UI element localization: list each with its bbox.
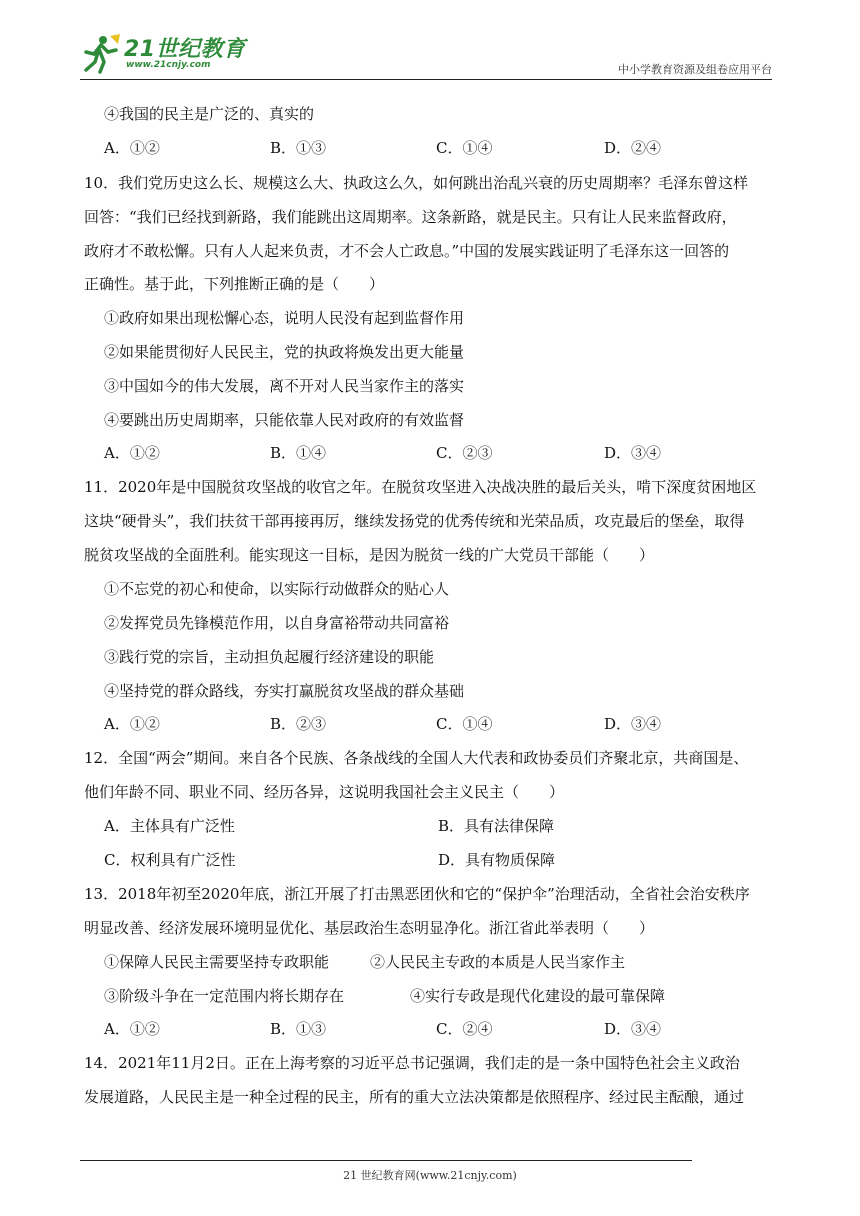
- q13-option-a: A．①②: [104, 1020, 160, 1038]
- q11-statement: ①不忘党的初心和使命，以实际行动做群众的贴心人: [104, 580, 450, 598]
- q9-option-c: C．①④: [436, 139, 493, 157]
- q13-stem-line: 13．2018年初至2020年底，浙江开展了打击黑恶团伙和它的“保护伞”治理活动，全省社会治安秩序: [84, 885, 750, 903]
- q13-statement: ③阶级斗争在一定范围内将长期存在: [104, 987, 345, 1005]
- q10-option-d: D．③④: [604, 444, 662, 462]
- q13-option-d: D．③④: [604, 1020, 662, 1038]
- q10-statement: ②如果能贯彻好人民民主，党的执政将焕发出更大能量: [104, 343, 465, 361]
- q11-stem-line: 脱贫攻坚战的全面胜利。能实现这一目标，是因为脱贫一线的广大党员干部能（ ）: [84, 546, 655, 564]
- q10-option-c: C．②③: [436, 444, 493, 462]
- q9-option-b: B．①③: [270, 139, 327, 157]
- logo-wordmark: 21世纪教育: [124, 37, 246, 62]
- q14-stem-line: 发展道路，人民民主是一种全过程的民主，所有的重大立法决策都是依照程序、经过民主酝酿，通过: [84, 1088, 745, 1106]
- q10-option-b: B．①④: [270, 444, 327, 462]
- q14-stem-line: 14．2021年11月2日。正在上海考察的习近平总书记强调，我们走的是一条中国特色社会主义政治: [84, 1054, 740, 1072]
- q12-option-a: A．主体具有广泛性: [104, 817, 235, 835]
- q11-statement: ③践行党的宗旨，主动担负起履行经济建设的职能: [104, 648, 435, 666]
- q12-option-c: C．权利具有广泛性: [104, 851, 236, 869]
- page-footer: 21 世纪教育网(www.21cnjy.com): [343, 1169, 517, 1182]
- q13-option-b: B．①③: [270, 1020, 327, 1038]
- q10-stem-line: 正确性。基于此，下列推断正确的是（ ）: [84, 275, 385, 293]
- footer-divider: [80, 1160, 692, 1161]
- runner-logo-icon: [80, 32, 124, 76]
- q9-option-d: D．②④: [604, 139, 662, 157]
- q11-option-b: B．②③: [270, 715, 327, 733]
- q10-stem-line: 政府才不敢松懈。只有人人起来负责，才不会人亡政息。”中国的发展实践证明了毛泽东这一回答的: [84, 242, 730, 260]
- q13-statement: ②人民民主专政的本质是人民当家作主: [370, 953, 626, 971]
- q13-stem-line: 明显改善、经济发展环境明显优化、基层政治生态明显净化。浙江省此举表明（ ）: [84, 919, 655, 937]
- site-logo: [80, 30, 250, 78]
- q11-stem-line: 11．2020年是中国脱贫攻坚战的收官之年。在脱贫攻坚进入决战决胜的最后关头，啃下深度贫困地区: [84, 478, 757, 496]
- q10-statement: ③中国如今的伟大发展，离不开对人民当家作主的落实: [104, 377, 465, 395]
- q13-statement: ④实行专政是现代化建设的最可靠保障: [410, 987, 666, 1005]
- q11-option-a: A．①②: [104, 715, 160, 733]
- q11-stem-line: 这块“硬骨头”，我们扶贫干部再接再厉，继续发扬党的优秀传统和光荣品质，攻克最后的堡垒，取得: [84, 512, 745, 530]
- logo-url: www.21cnjy.com: [126, 60, 211, 70]
- q9-option-a: A．①②: [104, 139, 160, 157]
- q10-stem-line: 回答：“我们已经找到新路，我们能跳出这周期率。这条新路，就是民主。只有让人民来监督政府，: [84, 208, 737, 226]
- q12-stem-line: 12．全国“两会”期间。来自各个民族、各条战线的全国人大代表和政协委员们齐聚北京，共商国是、: [84, 749, 749, 767]
- q10-statement: ④要跳出历史周期率，只能依靠人民对政府的有效监督: [104, 411, 465, 429]
- q9-statement-4: ④我国的民主是广泛的、真实的: [104, 105, 315, 123]
- page-header: [0, 0, 860, 82]
- q12-stem-line: 他们年龄不同、职业不同、经历各异，这说明我国社会主义民主（ ）: [84, 783, 565, 801]
- platform-tagline: 中小学教育资源及组卷应用平台: [618, 63, 772, 76]
- q10-option-a: A．①②: [104, 444, 160, 462]
- q12-option-b: B．具有法律保障: [438, 817, 555, 835]
- q11-option-d: D．③④: [604, 715, 662, 733]
- q13-statement: ①保障人民民主需要坚持专政职能: [104, 953, 330, 971]
- q12-option-d: D．具有物质保障: [438, 851, 556, 869]
- q11-option-c: C．①④: [436, 715, 493, 733]
- q10-stem-line: 10．我们党历史这么长、规模这么大、执政这么久，如何跳出治乱兴衰的历史周期率？毛泽东曾这样: [84, 174, 749, 192]
- q13-option-c: C．②④: [436, 1020, 493, 1038]
- q11-statement: ②发挥党员先锋模范作用，以自身富裕带动共同富裕: [104, 614, 450, 632]
- q11-statement: ④坚持党的群众路线，夯实打赢脱贫攻坚战的群众基础: [104, 682, 465, 700]
- q10-statement: ①政府如果出现松懈心态，说明人民没有起到监督作用: [104, 309, 465, 327]
- header-divider: [80, 79, 772, 80]
